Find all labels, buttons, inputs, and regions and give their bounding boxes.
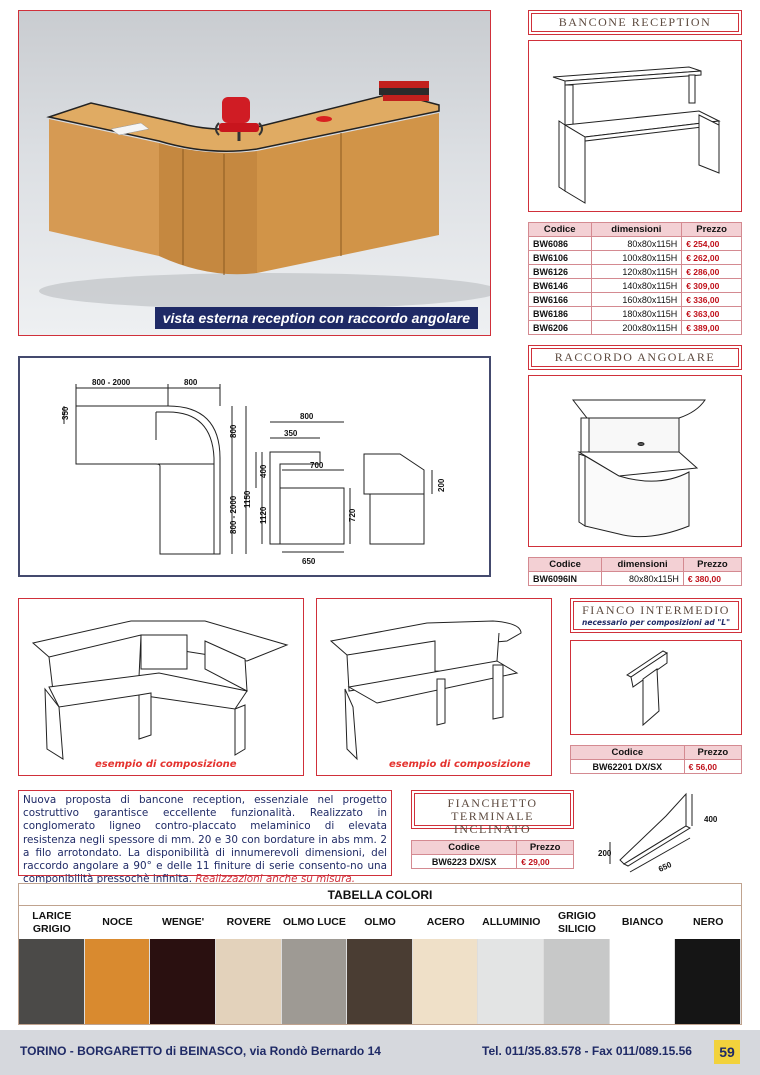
col-codice: Codice	[529, 558, 602, 572]
cell-code: BW62201 DX/SX	[571, 760, 685, 774]
fianco-table	[570, 745, 742, 774]
cell-code: BW6186	[529, 307, 592, 321]
table-row	[412, 855, 574, 869]
dim-side-650: 650	[302, 557, 316, 566]
col-prezzo: Prezzo	[682, 223, 742, 237]
cell-price: € 336,00	[682, 293, 742, 307]
color-name: GRIGIO SILICIO	[557, 909, 596, 935]
fianco-title-inner	[573, 601, 739, 630]
composition-l-drawing	[19, 599, 302, 774]
bancone-price-table	[528, 222, 742, 335]
color-name: ALLUMINIO	[482, 916, 541, 929]
color-swatch	[413, 939, 479, 1024]
table-row	[529, 237, 742, 251]
composition-example-2	[316, 598, 552, 776]
color-swatch	[544, 939, 610, 1024]
fianchetto-title-line2: INCLINATO	[453, 822, 532, 836]
description-highlight: Realizzazioni anche su misura.	[195, 873, 356, 886]
dim-plan-depth: 350	[61, 406, 70, 420]
dim-side-720: 720	[348, 508, 357, 522]
cell-dim: 80x80x115H	[602, 572, 684, 586]
col-prezzo: Prezzo	[684, 746, 741, 760]
table-row	[529, 279, 742, 293]
fianco-price-table	[570, 745, 742, 774]
table-row	[529, 251, 742, 265]
bancone-title-box	[528, 10, 742, 35]
footer-address: TORINO - BORGARETTO di BEINASCO, via Rondò Bernardo 14	[20, 1044, 381, 1058]
dim-side-200: 200	[437, 478, 446, 492]
cell-price: € 389,00	[682, 321, 742, 335]
color-swatch	[610, 939, 676, 1024]
color-name: OLMO	[364, 916, 396, 929]
bancone-table	[528, 222, 742, 335]
page-number: 59	[714, 1040, 740, 1064]
color-swatch	[216, 939, 282, 1024]
dim-side-400: 400	[259, 464, 268, 478]
product-photo	[18, 10, 491, 336]
description-text: Nuova proposta di bancone reception, essenziale nel progetto costruttivo garantisce eccellente funzionalità. Realizzato in conglomerato ligneo contro-placcato melaminico di elevata resistenza negli spessore di mm. 20 e 30 con bordature in abs mm. 2 a filo arrotondato. La disponibilità di innumerevoli dimensioni, del raccordo angolare a 90° e delle 11 finiture di serie consento-no una componibilità pressochè infinita.	[23, 794, 387, 886]
color-table	[18, 883, 742, 1025]
table-row	[529, 572, 742, 586]
table-row	[529, 307, 742, 321]
fianchetto-price-table	[411, 840, 574, 869]
color-swatch	[675, 939, 741, 1024]
col-prezzo: Prezzo	[683, 558, 741, 572]
technical-drawing	[18, 356, 491, 577]
cell-code: BW6223 DX/SX	[412, 855, 517, 869]
color-name: LARICE GRIGIO	[32, 909, 72, 935]
fianchetto-table	[411, 840, 574, 869]
cell-dim: 140x80x115H	[591, 279, 682, 293]
cell-price: € 29,00	[517, 855, 574, 869]
col-dimensioni: dimensioni	[591, 223, 682, 237]
bancone-drawing	[528, 40, 742, 212]
dim-side-1120: 1120	[259, 506, 268, 524]
fianco-drawing	[570, 640, 742, 735]
cell-code: BW6146	[529, 279, 592, 293]
cell-dim: 200x80x115H	[591, 321, 682, 335]
dim-plan-corner-depth: 800	[229, 424, 238, 438]
example-label-1: esempio di composizione	[95, 759, 237, 770]
color-name: NOCE	[102, 916, 133, 929]
cell-code: BW6126	[529, 265, 592, 279]
cell-price: € 262,00	[682, 251, 742, 265]
cell-price: € 286,00	[682, 265, 742, 279]
raccordo-title-box	[528, 345, 742, 370]
reception-desk-illustration	[19, 11, 491, 336]
col-codice: Codice	[571, 746, 685, 760]
cell-price: € 309,00	[682, 279, 742, 293]
cell-code: BW6166	[529, 293, 592, 307]
raccordo-title: RACCORDO ANGOLARE	[531, 348, 739, 367]
color-swatch	[85, 939, 151, 1024]
composition-example-1	[18, 598, 304, 776]
fianchetto-dim-height: 400	[704, 815, 718, 824]
cell-code: BW6106	[529, 251, 592, 265]
composition-straight-drawing	[317, 599, 550, 774]
table-row	[529, 265, 742, 279]
col-codice: Codice	[529, 223, 592, 237]
dim-side-700: 700	[310, 461, 324, 470]
raccordo-table	[528, 557, 742, 586]
color-name: ACERO	[426, 916, 465, 929]
cell-dim: 100x80x115H	[591, 251, 682, 265]
cell-dim: 80x80x115H	[591, 237, 682, 251]
col-prezzo: Prezzo	[517, 841, 574, 855]
dim-plan-length: 800 - 2000	[229, 495, 238, 534]
fianchetto-drawing	[590, 786, 740, 878]
fianchetto-title-box	[411, 790, 574, 836]
cell-price: € 56,00	[684, 760, 741, 774]
dim-plan-width: 800 - 2000	[92, 378, 131, 387]
bancone-line-drawing	[529, 41, 740, 210]
fianco-subtitle: necessario per composizioni ad "L"	[582, 618, 730, 627]
fianchetto-dim-length: 650	[657, 860, 673, 874]
cell-dim: 120x80x115H	[591, 265, 682, 279]
table-row	[529, 293, 742, 307]
cell-dim: 180x80x115H	[591, 307, 682, 321]
cell-price: € 380,00	[683, 572, 741, 586]
color-name: WENGE'	[162, 916, 205, 929]
footer-contacts: Tel. 011/35.83.578 - Fax 011/089.15.56	[482, 1044, 692, 1058]
page-footer	[0, 1030, 760, 1075]
col-dimensioni: dimensioni	[602, 558, 684, 572]
fianco-title-box	[570, 598, 742, 633]
cell-price: € 363,00	[682, 307, 742, 321]
raccordo-price-table	[528, 557, 742, 586]
bancone-title: BANCONE RECEPTION	[531, 13, 739, 32]
product-description	[18, 790, 392, 886]
color-swatch	[282, 939, 348, 1024]
color-swatch	[19, 939, 85, 1024]
dim-plan-total: 1150	[243, 490, 252, 508]
color-name: ROVERE	[226, 916, 271, 929]
dim-side-350: 350	[284, 429, 298, 438]
cell-code: BW6096IN	[529, 572, 602, 586]
cell-price: € 254,00	[682, 237, 742, 251]
raccordo-line-drawing	[529, 376, 740, 545]
color-swatch	[150, 939, 216, 1024]
color-name: NERO	[693, 916, 724, 929]
col-codice: Codice	[412, 841, 517, 855]
example-label-2: esempio di composizione	[389, 759, 531, 770]
table-row	[571, 760, 742, 774]
fianchetto-dim-depth: 200	[598, 849, 612, 858]
fianchetto-title-line1: FIANCHETTO TERMINALE	[447, 796, 538, 823]
color-swatch	[347, 939, 413, 1024]
color-names-row	[19, 906, 741, 939]
color-swatch	[478, 939, 544, 1024]
technical-drawing-svg	[20, 358, 488, 574]
dim-plan-corner: 800	[184, 378, 198, 387]
cell-code: BW6206	[529, 321, 592, 335]
color-swatches-row	[19, 939, 741, 1024]
color-name: BIANCO	[621, 916, 664, 929]
fianchetto-title-inner	[414, 793, 571, 836]
cell-code: BW6086	[529, 237, 592, 251]
color-name: OLMO LUCE	[282, 916, 346, 929]
photo-caption: vista esterna reception con raccordo angolare	[155, 307, 478, 329]
color-table-title: TABELLA COLORI	[19, 884, 741, 906]
fianco-title: FIANCO INTERMEDIO	[582, 603, 730, 617]
fianco-line-drawing	[571, 641, 740, 733]
dim-side-800: 800	[300, 412, 314, 421]
cell-dim: 160x80x115H	[591, 293, 682, 307]
table-row	[529, 321, 742, 335]
raccordo-drawing	[528, 375, 742, 547]
